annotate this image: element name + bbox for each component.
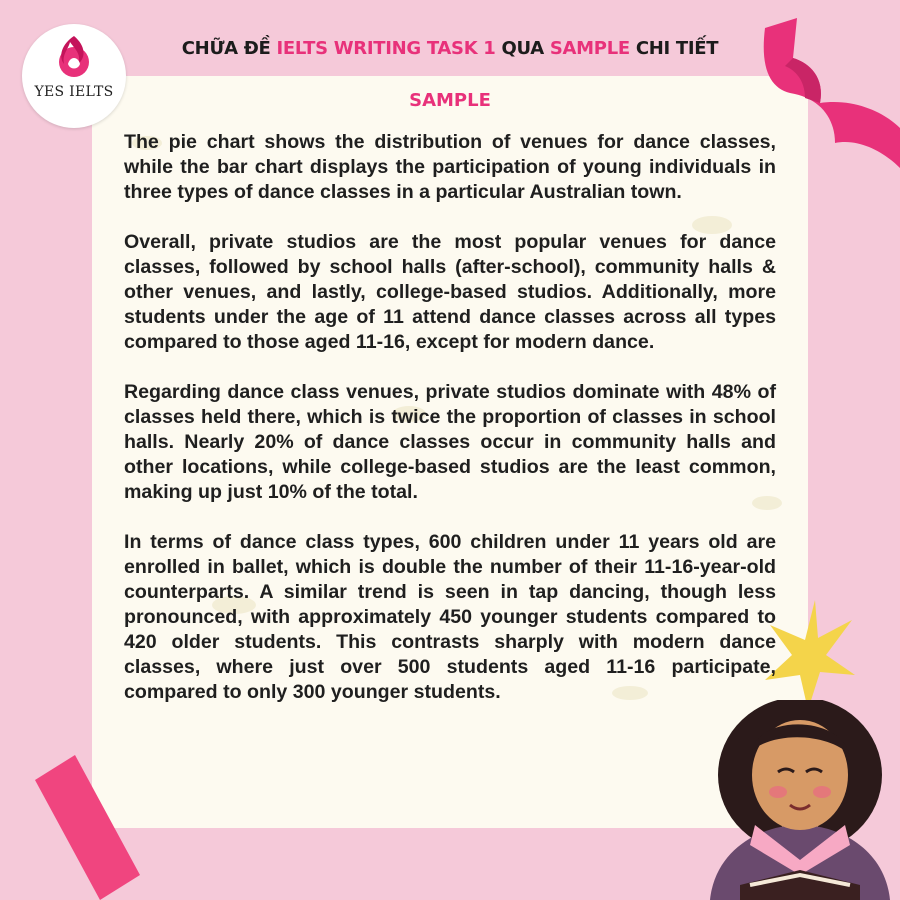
- title-part: CHI TIẾT: [629, 38, 719, 59]
- essay-paragraph: In terms of dance class types, 600 children under 11 years old are enrolled in ballet, which is double the number of their 11-16-year-old counterparts. A similar trend is seen in tap dancing, though less pronounced, with approximately 450 younger students compared to 420 older students. This contrasts sharply with modern dance classes, where just over 500 students aged 11-16 participate, compared to only 300 younger students.: [124, 531, 776, 703]
- essay-body: [124, 130, 776, 730]
- title-part: CHỮA ĐỀ: [181, 38, 277, 59]
- logo-text: YES IELTS: [34, 84, 114, 100]
- brand-logo[interactable]: [22, 24, 126, 128]
- section-label: SAMPLE: [409, 90, 491, 111]
- essay-paragraph: Regarding dance class venues, private studios dominate with 48% of classes held there, which is twice the proportion of classes in school halls. Nearly 20% of dance classes occur in community halls and other locations, while college-based studios are the least common, making up just 10% of the total.: [124, 381, 776, 503]
- tape-decoration: [30, 750, 140, 900]
- flame-logo-icon: [56, 34, 92, 80]
- title-highlight: IELTS WRITING TASK 1: [276, 38, 496, 59]
- page-title: [150, 38, 750, 59]
- title-highlight: SAMPLE: [549, 38, 630, 59]
- essay-paragraph: The pie chart shows the distribution of venues for dance classes, while the bar chart displays the participation of young individuals in three types of dance classes in a particular Australian town.: [124, 131, 776, 203]
- girl-reading-illustration: [700, 700, 900, 900]
- essay-paragraph: Overall, private studios are the most popular venues for dance classes, followed by school halls (after-school), community halls & other venues, and lastly, college-based studios. Additionally, more students under the age of 11 attend dance classes across all types compared to those aged 11-16, except for modern dance.: [124, 231, 776, 353]
- title-part: QUA: [495, 38, 550, 59]
